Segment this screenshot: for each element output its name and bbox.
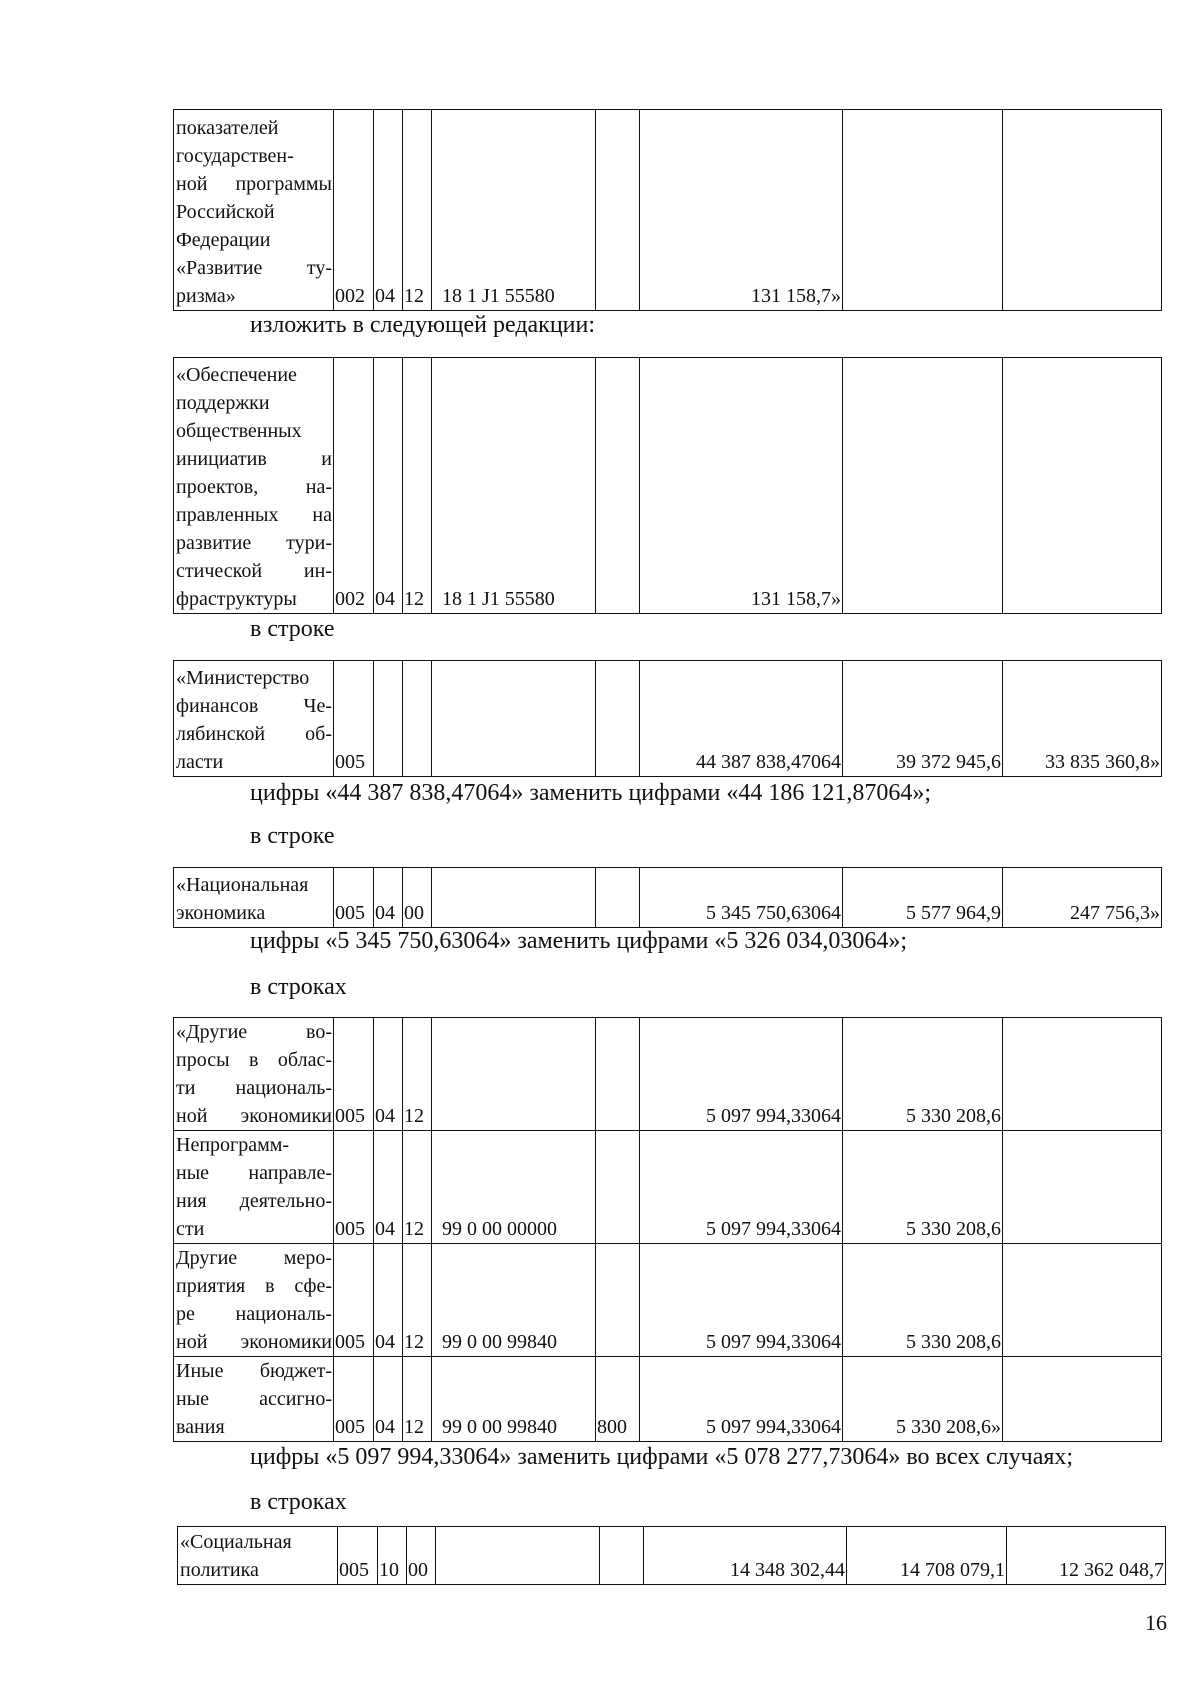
line-item-name-cell bbox=[174, 1018, 334, 1131]
instruction-text: изложить в следующей редакции: bbox=[250, 312, 596, 338]
expense-type-cell bbox=[596, 358, 640, 614]
sum-year2-cell: 39 372 945,6 bbox=[843, 661, 1003, 777]
sum-year1-cell: 131 158,7» bbox=[640, 358, 843, 614]
section-code-cell: 04 bbox=[374, 868, 403, 928]
ministry-code-cell: 002 bbox=[334, 110, 374, 311]
table-row bbox=[174, 358, 1162, 614]
instruction-text: в строке bbox=[250, 616, 335, 642]
instruction-text: в строках bbox=[250, 974, 347, 1000]
sum-year3-cell bbox=[1003, 1018, 1162, 1131]
line-item-name-line: ризма» bbox=[176, 285, 236, 307]
sum-year3-cell bbox=[1003, 1357, 1162, 1442]
sum-year2-cell: 5 577 964,9 bbox=[843, 868, 1003, 928]
section-code-cell: 04 bbox=[374, 110, 403, 311]
budget-table bbox=[173, 109, 1162, 311]
table-row bbox=[174, 1131, 1162, 1244]
budget-table bbox=[177, 1526, 1166, 1585]
instruction-text: в строке bbox=[250, 823, 335, 849]
sum-year1-cell: 5 097 994,33064 bbox=[640, 1357, 843, 1442]
expense-type-cell bbox=[596, 868, 640, 928]
subsection-code-cell: 12 bbox=[403, 1244, 432, 1357]
line-item-name-line: политика bbox=[180, 1559, 259, 1581]
section-code-cell: 04 bbox=[374, 1244, 403, 1357]
line-item-name-line: ной программы bbox=[176, 173, 332, 195]
table-row bbox=[174, 868, 1162, 928]
line-item-name-line: ния деятельно- bbox=[176, 1190, 332, 1212]
sum-year2-cell: 5 330 208,6 bbox=[843, 1131, 1003, 1244]
line-item-name-line: поддержки bbox=[176, 392, 270, 414]
budget-table bbox=[173, 660, 1162, 777]
line-item-name-line: лябинской об- bbox=[176, 723, 332, 745]
sum-year3-cell bbox=[1003, 358, 1162, 614]
line-item-name-line: инициатив и bbox=[176, 448, 332, 470]
line-item-name-line: «Обеспечение bbox=[176, 364, 297, 386]
subsection-code-cell bbox=[403, 661, 432, 777]
line-item-name-line: «Национальная bbox=[176, 874, 309, 896]
section-code-cell: 04 bbox=[374, 1131, 403, 1244]
line-item-name-line: показателей bbox=[176, 117, 279, 139]
line-item-name-line: государствен- bbox=[176, 145, 294, 167]
line-item-name-line: «Развитие ту- bbox=[176, 257, 332, 279]
section-code-cell: 10 bbox=[378, 1527, 407, 1585]
line-item-name-line: сти bbox=[176, 1218, 205, 1240]
line-item-name-line: проектов, на- bbox=[176, 476, 332, 498]
sum-year1-cell: 5 097 994,33064 bbox=[640, 1018, 843, 1131]
section-code-cell bbox=[374, 661, 403, 777]
expense-type-cell bbox=[596, 661, 640, 777]
page-number: 16 bbox=[1145, 1610, 1167, 1635]
line-item-name-cell bbox=[174, 110, 334, 311]
line-item-name-line: Российской bbox=[176, 201, 275, 223]
sum-year2-cell bbox=[843, 358, 1003, 614]
line-item-name-line: Другие меро- bbox=[176, 1247, 332, 1269]
ministry-code-cell: 005 bbox=[334, 1357, 374, 1442]
subsection-code-cell: 12 bbox=[403, 110, 432, 311]
ministry-code-cell: 005 bbox=[334, 661, 374, 777]
ministry-code-cell: 002 bbox=[334, 358, 374, 614]
sum-year1-cell: 5 345 750,63064 bbox=[640, 868, 843, 928]
sum-year1-cell: 5 097 994,33064 bbox=[640, 1131, 843, 1244]
table-row bbox=[174, 661, 1162, 777]
target-article-cell bbox=[432, 1018, 596, 1131]
line-item-name-line: вания bbox=[176, 1416, 225, 1438]
line-item-name-line: приятия в сфе- bbox=[176, 1275, 332, 1297]
sum-year3-cell bbox=[1003, 1131, 1162, 1244]
sum-year1-cell: 44 387 838,47064 bbox=[640, 661, 843, 777]
sum-year1-cell: 5 097 994,33064 bbox=[640, 1244, 843, 1357]
expense-type-cell bbox=[596, 1131, 640, 1244]
instruction-text: в строках bbox=[250, 1489, 347, 1515]
subsection-code-cell: 12 bbox=[403, 1018, 432, 1131]
expense-type-cell bbox=[600, 1527, 644, 1585]
sum-year2-cell: 5 330 208,6 bbox=[843, 1244, 1003, 1357]
expense-type-cell bbox=[596, 1018, 640, 1131]
line-item-name-line: ные ассигно- bbox=[176, 1388, 332, 1410]
target-article-cell: 99 0 00 99840 bbox=[432, 1357, 596, 1442]
sum-year3-cell bbox=[1003, 1244, 1162, 1357]
expense-type-cell bbox=[596, 110, 640, 311]
line-item-name-line: ласти bbox=[176, 751, 224, 773]
instruction-text: цифры «44 387 838,47064» заменить цифрами «44 186 121,87064»; bbox=[250, 780, 932, 806]
instruction-text: цифры «5 345 750,63064» заменить цифрами «5 326 034,03064»; bbox=[250, 928, 908, 954]
subsection-code-cell: 12 bbox=[403, 358, 432, 614]
budget-table bbox=[173, 1017, 1162, 1442]
table-row bbox=[178, 1527, 1166, 1585]
line-item-name-line: Федерации bbox=[176, 229, 271, 251]
subsection-code-cell: 12 bbox=[403, 1357, 432, 1442]
expense-type-cell bbox=[596, 1244, 640, 1357]
line-item-name-cell bbox=[174, 661, 334, 777]
section-code-cell: 04 bbox=[374, 358, 403, 614]
line-item-name-line: ной экономики bbox=[176, 1331, 332, 1353]
budget-table bbox=[173, 867, 1162, 928]
sum-year3-cell bbox=[1003, 110, 1162, 311]
line-item-name-line: правленных на bbox=[176, 504, 332, 526]
line-item-name-line: общественных bbox=[176, 420, 302, 442]
line-item-name-line: ре националь- bbox=[176, 1303, 332, 1325]
ministry-code-cell: 005 bbox=[334, 1131, 374, 1244]
subsection-code-cell: 12 bbox=[403, 1131, 432, 1244]
target-article-cell bbox=[432, 868, 596, 928]
ministry-code-cell: 005 bbox=[338, 1527, 378, 1585]
target-article-cell bbox=[436, 1527, 600, 1585]
line-item-name-cell bbox=[174, 1357, 334, 1442]
instruction-text: цифры «5 097 994,33064» заменить цифрами «5 078 277,73064» во всех случаях; bbox=[250, 1444, 1074, 1470]
section-code-cell: 04 bbox=[374, 1018, 403, 1131]
line-item-name-cell bbox=[178, 1527, 338, 1585]
ministry-code-cell: 005 bbox=[334, 1244, 374, 1357]
budget-table bbox=[173, 357, 1162, 614]
ministry-code-cell: 005 bbox=[334, 1018, 374, 1131]
line-item-name-line: Иные бюджет- bbox=[176, 1360, 332, 1382]
expense-type-cell: 800 bbox=[596, 1357, 640, 1442]
subsection-code-cell: 00 bbox=[407, 1527, 436, 1585]
line-item-name-line: ные направле- bbox=[176, 1162, 332, 1184]
line-item-name-line: стической ин- bbox=[176, 560, 332, 582]
line-item-name-line: «Социальная bbox=[180, 1531, 292, 1553]
target-article-cell: 18 1 J1 55580 bbox=[432, 110, 596, 311]
table-row bbox=[174, 110, 1162, 311]
section-code-cell: 04 bbox=[374, 1357, 403, 1442]
target-article-cell bbox=[432, 661, 596, 777]
sum-year2-cell: 5 330 208,6» bbox=[843, 1357, 1003, 1442]
table-row bbox=[174, 1244, 1162, 1357]
target-article-cell: 99 0 00 99840 bbox=[432, 1244, 596, 1357]
sum-year1-cell: 131 158,7» bbox=[640, 110, 843, 311]
line-item-name-line: «Министерство bbox=[176, 667, 310, 689]
sum-year3-cell: 247 756,3» bbox=[1003, 868, 1162, 928]
table-row bbox=[174, 1018, 1162, 1131]
line-item-name-cell bbox=[174, 1131, 334, 1244]
line-item-name-line: экономика bbox=[176, 902, 266, 924]
line-item-name-line: финансов Че- bbox=[176, 695, 332, 717]
line-item-name-line: ной экономики bbox=[176, 1105, 332, 1127]
line-item-name-cell bbox=[174, 1244, 334, 1357]
line-item-name-line: фраструктуры bbox=[176, 588, 297, 610]
ministry-code-cell: 005 bbox=[334, 868, 374, 928]
sum-year1-cell: 14 348 302,44 bbox=[644, 1527, 847, 1585]
line-item-name-line: ти националь- bbox=[176, 1077, 332, 1099]
sum-year3-cell: 33 835 360,8» bbox=[1003, 661, 1162, 777]
line-item-name-line: развитие тури- bbox=[176, 532, 332, 554]
line-item-name-line: просы в облас- bbox=[176, 1049, 332, 1071]
sum-year3-cell: 12 362 048,7 bbox=[1007, 1527, 1166, 1585]
target-article-cell: 99 0 00 00000 bbox=[432, 1131, 596, 1244]
sum-year2-cell: 5 330 208,6 bbox=[843, 1018, 1003, 1131]
sum-year2-cell bbox=[843, 110, 1003, 311]
line-item-name-line: «Другие во- bbox=[176, 1021, 332, 1043]
line-item-name-line: Непрограмм- bbox=[176, 1134, 290, 1156]
line-item-name-cell bbox=[174, 358, 334, 614]
sum-year2-cell: 14 708 079,1 bbox=[847, 1527, 1007, 1585]
table-row bbox=[174, 1357, 1162, 1442]
subsection-code-cell: 00 bbox=[403, 868, 432, 928]
target-article-cell: 18 1 J1 55580 bbox=[432, 358, 596, 614]
line-item-name-cell bbox=[174, 868, 334, 928]
